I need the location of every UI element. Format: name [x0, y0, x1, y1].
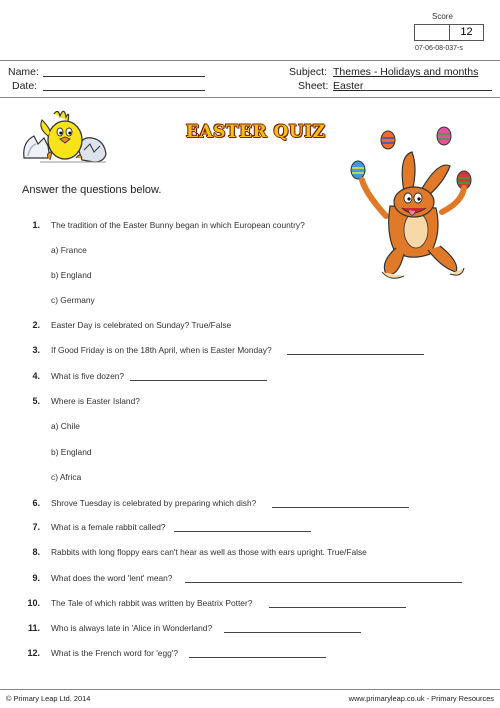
- question-number: 11.: [27, 623, 40, 633]
- answer-option: a) Chile: [51, 421, 80, 431]
- answer-line[interactable]: [185, 582, 462, 583]
- name-field[interactable]: [43, 76, 205, 77]
- score-box-blank: [414, 24, 450, 41]
- juggling-bunny-illustration: [346, 122, 480, 284]
- question-number: 8.: [32, 547, 40, 557]
- subject-label: Subject:: [289, 66, 327, 78]
- question-text: What does the word 'lent' mean?: [51, 573, 173, 583]
- question-number: 12.: [27, 648, 40, 658]
- answer-option: b) England: [51, 270, 92, 280]
- question-text: Where is Easter Island?: [51, 396, 140, 406]
- website-link[interactable]: www.primaryleap.co.uk - Primary Resources: [348, 694, 494, 703]
- question-text: If Good Friday is on the 18th April, when is Easter Monday?: [51, 345, 272, 355]
- score-label: Score: [432, 12, 453, 21]
- answer-line[interactable]: [130, 380, 267, 381]
- sheet-value: Easter: [333, 80, 364, 92]
- score-value: 12: [450, 24, 484, 41]
- sheet-code: 07-06-08-037-s: [415, 45, 463, 52]
- question-number: 4.: [32, 371, 40, 381]
- question-number: 7.: [32, 522, 40, 532]
- answer-line[interactable]: [269, 607, 406, 608]
- answer-option: b) England: [51, 447, 92, 457]
- question-text: What is the French word for 'egg'?: [51, 648, 179, 658]
- answer-option: c) Germany: [51, 295, 95, 305]
- question-text: What is a female rabbit called?: [51, 522, 166, 532]
- question-number: 2.: [32, 320, 40, 330]
- date-field[interactable]: [43, 90, 205, 91]
- question-number: 1.: [32, 220, 40, 230]
- subject-value: Themes - Holidays and months: [333, 66, 479, 78]
- question-text: The tradition of the Easter Bunny began in which European country?: [51, 220, 305, 230]
- copyright-text: © Primary Leap Ltd. 2014: [6, 694, 91, 703]
- quiz-title: EASTER QUIZ: [186, 122, 326, 142]
- question-number: 6.: [32, 498, 40, 508]
- question-number: 5.: [32, 396, 40, 406]
- instructions: Answer the questions below.: [22, 184, 162, 196]
- answer-option: a) France: [51, 245, 87, 255]
- answer-line[interactable]: [287, 354, 424, 355]
- question-text: Rabbits with long floppy ears can't hear as well as those with ears upright. True/False: [51, 547, 367, 557]
- top-divider: [0, 60, 500, 61]
- question-number: 3.: [32, 345, 40, 355]
- chick-in-egg-illustration: [20, 100, 112, 168]
- footer-divider: [0, 689, 500, 690]
- question-text: The Tale of which rabbit was written by Beatrix Potter?: [51, 598, 253, 608]
- answer-line[interactable]: [272, 507, 409, 508]
- question-number: 9.: [32, 573, 40, 583]
- question-text: What is five dozen?: [51, 371, 125, 381]
- name-label: Name:: [8, 66, 39, 78]
- question-text: Easter Day is celebrated on Sunday? True/False: [51, 320, 232, 330]
- answer-option: c) Africa: [51, 472, 82, 482]
- question-text: Shrove Tuesday is celebrated by preparing which dish?: [51, 498, 257, 508]
- date-label: Date:: [12, 80, 38, 92]
- header-divider: [0, 97, 500, 98]
- question-number: 10.: [27, 598, 40, 608]
- sheet-underline: [360, 90, 492, 91]
- question-text: Who is always late in 'Alice in Wonderland?: [51, 623, 213, 633]
- answer-line[interactable]: [224, 632, 361, 633]
- sheet-label: Sheet:: [298, 80, 329, 92]
- answer-line[interactable]: [174, 531, 311, 532]
- answer-line[interactable]: [189, 657, 326, 658]
